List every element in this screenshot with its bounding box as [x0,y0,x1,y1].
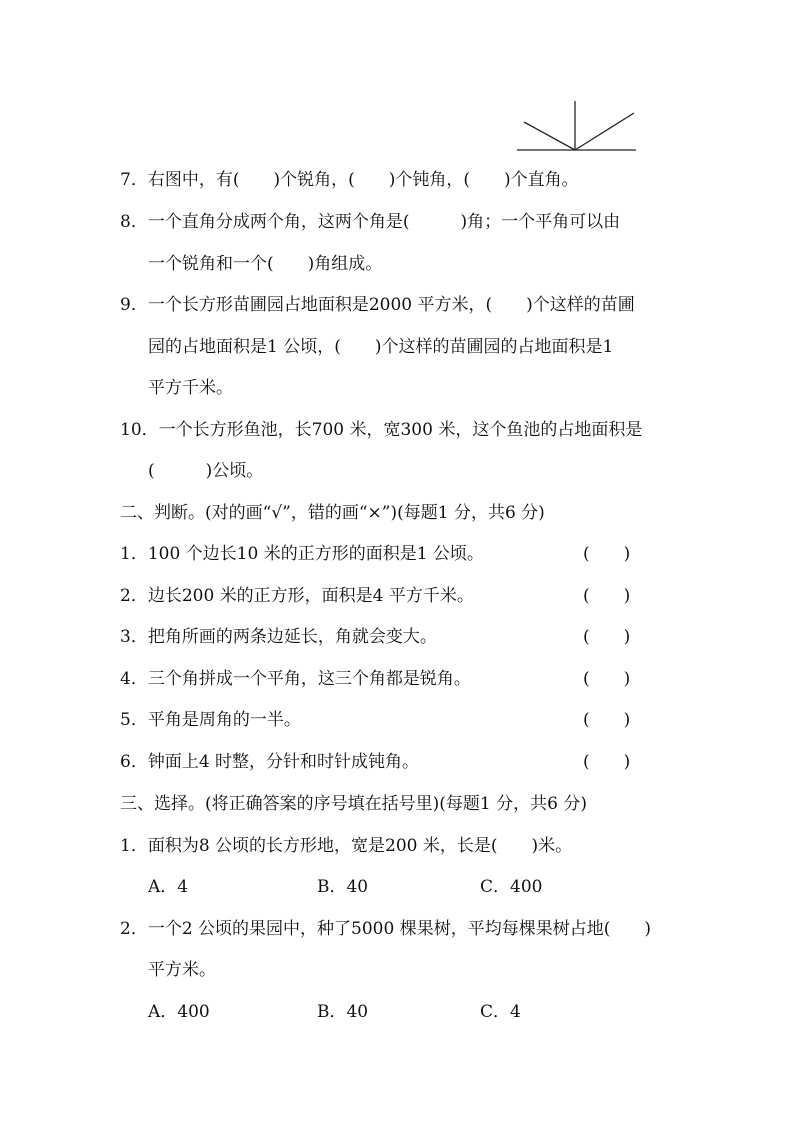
choice-2-option-b[interactable]: B．40 [317,1002,369,1022]
question-10-line-1: 10．一个长方形鱼池，长700 米，宽300 米，这个鱼池的占地面积是 [120,420,643,440]
judge-item-4: 4．三个角拼成一个平角，这三个角都是锐角。 [120,669,471,689]
judge-item-3: 3．把角所画的两条边延长，角就会变大。 [120,627,437,647]
question-9-line-3: 平方千米。 [148,378,233,398]
question-7-line-1: 7．右图中，有( )个锐角，( )个钝角，( )个直角。 [120,170,579,190]
judge-item-2: 2．边长200 米的正方形，面积是4 平方千米。 [120,586,474,606]
question-9-line-1: 9．一个长方形苗圃园占地面积是2000 平方米，( )个这样的苗圃 [120,295,635,315]
judge-item-1: 1．100 个边长10 米的正方形的面积是1 公顷。 [120,544,484,564]
choice-question-2-line-2: 平方米。 [148,960,216,980]
question-10-line-2: ( )公顷。 [148,461,264,481]
judge-answer-3[interactable]: ( ) [583,627,631,647]
judge-answer-4[interactable]: ( ) [583,669,631,689]
section-2-heading: 二、判断。(对的画“√”，错的画“×”)(每题1 分，共6 分) [120,503,545,523]
judge-item-6: 6．钟面上4 时整，分针和时针成钝角。 [120,752,420,772]
choice-question-1: 1．面积为8 公顷的长方形地，宽是200 米，长是( )米。 [120,836,573,856]
judge-answer-2[interactable]: ( ) [583,586,631,606]
choice-2-option-a[interactable]: A．400 [148,1002,210,1022]
choice-1-option-b[interactable]: B．40 [317,877,369,897]
judge-item-5: 5．平角是周角的一半。 [120,710,301,730]
choice-question-2-line-1: 2．一个2 公顷的果园中，种了5000 棵果树，平均每棵果树占地( ) [120,919,651,939]
figure-left-ray [524,122,575,150]
judge-answer-1[interactable]: ( ) [583,544,631,564]
question-9-line-2: 园的占地面积是1 公顷，( )个这样的苗圃园的占地面积是1 [148,337,614,357]
question-8-line-2: 一个锐角和一个( )角组成。 [148,254,383,274]
choice-1-option-a[interactable]: A．4 [148,877,189,897]
judge-answer-5[interactable]: ( ) [583,710,631,730]
question-8-line-1: 8．一个直角分成两个角，这两个角是( )角；一个平角可以由 [120,212,621,232]
choice-2-option-c[interactable]: C．4 [480,1002,521,1022]
judge-answer-6[interactable]: ( ) [583,752,631,772]
section-3-heading: 三、选择。(将正确答案的序号填在括号里)(每题1 分，共6 分) [120,794,587,814]
figure-right-ray [575,113,634,150]
choice-1-option-c[interactable]: C．400 [480,877,543,897]
